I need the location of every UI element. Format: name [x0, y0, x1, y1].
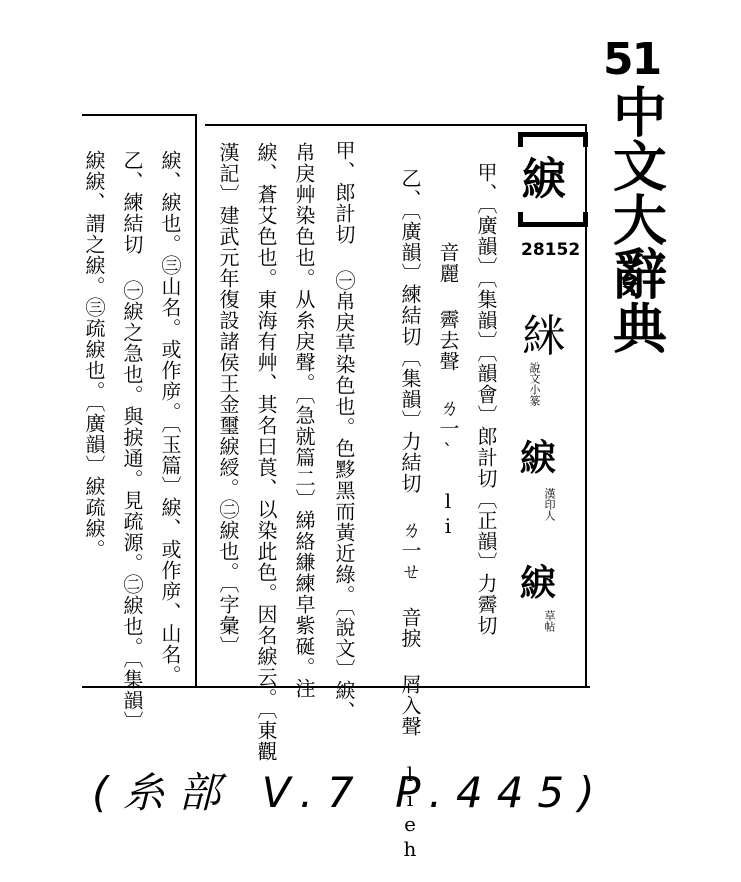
entry-number: 28152: [521, 240, 581, 260]
top-rule: [82, 114, 195, 116]
text-column: 綟、蒼艾色也。東海有艸、其名曰莨、以染此色。因名綟云。〔東觀: [254, 142, 278, 762]
text-column: 乙、練結切 ㊀綟之急也。與捩通。見疏源。㊁綟也。〔集韻〕: [120, 150, 144, 732]
variant-label-2: 草帖: [543, 610, 556, 632]
variant-label-1: 漢印人: [543, 488, 556, 521]
handwritten-reference: (糸部 V.7 P.445): [92, 768, 609, 817]
head-bracket-bottom: [518, 212, 588, 227]
text-column: 乙、〔廣韻〕練結切〔集韻〕力結切 ㄌ一ㄝ 音捩 屑入聲 lieh: [398, 168, 422, 862]
top-rule-right: [205, 124, 585, 126]
text-column: 甲、〔廣韻〕〔集韻〕〔韻會〕郎計切〔正韻〕力霽切: [474, 162, 498, 636]
text-column: 綟、綟也。㊂山名。或作㡿。〔玉篇〕綟、或作㡿、山名。: [158, 150, 182, 686]
right-rule: [585, 124, 587, 688]
text-column: 帛戾艸染色也。从糸戾聲。〔急就篇二〕綈絡縑練皁紫硟。注: [292, 142, 316, 699]
head-character: 綟: [522, 154, 566, 205]
text-column: 漢記〕建武元年復設諸侯王金璽綟綬。㊁綟也。〔字彙〕: [216, 142, 240, 657]
book-title: 中文大辭典: [604, 84, 669, 354]
text-column: 甲、郎計切 ㊀帛戾草染色也。色黟黑而黃近綠。〔說文〕綟、: [332, 140, 356, 722]
text-column: 音麗 霽去聲 ㄌ一ˋ li: [436, 242, 460, 539]
inner-rule: [195, 114, 197, 686]
page-number: 51: [603, 34, 661, 85]
variant-form-1: 綟: [520, 437, 557, 479]
variant-form-2: 綟: [520, 562, 557, 604]
seal-label: 說文小篆: [528, 362, 541, 406]
seal-script-form: 䋛: [522, 311, 566, 362]
text-column: 綟綟、謂之綟。㊂疏綟也。〔廣韻〕綟疏綟。: [82, 150, 106, 560]
